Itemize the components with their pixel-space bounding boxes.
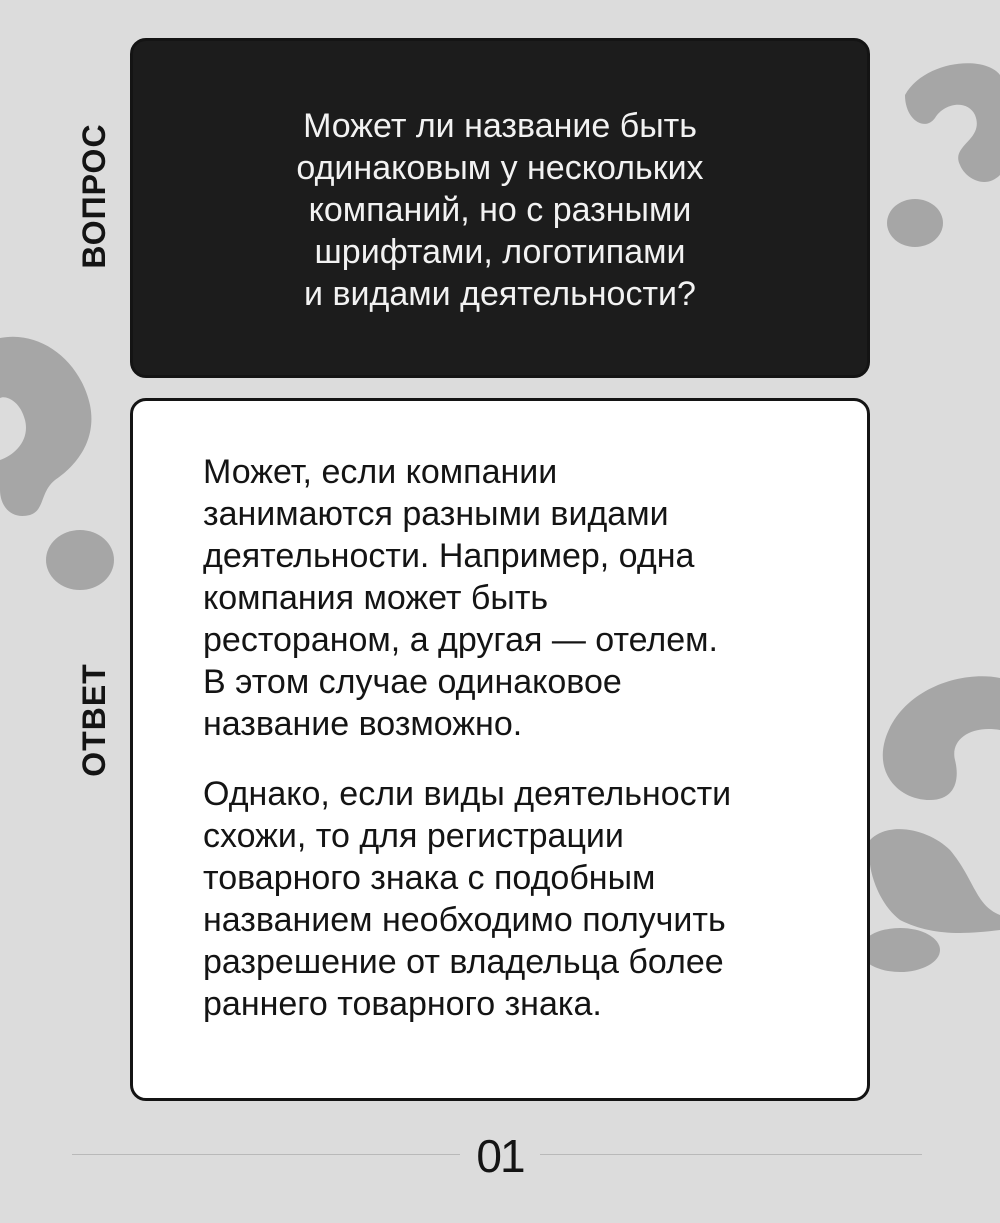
question-mark-icon <box>887 63 1000 247</box>
question-mark-icon <box>860 676 1000 972</box>
footer-divider-right <box>540 1154 922 1155</box>
answer-side-label: ОТВЕТ <box>76 663 112 777</box>
answer-card <box>130 398 870 1101</box>
page-number: 01 <box>476 1130 524 1182</box>
answer-paragraph-1: Может, если компании занимаются разными видами деятельности. Например, одна компания может быть рестораном, а другая — отелем. В этом случае одинаковое название возможно. <box>203 453 718 743</box>
footer-divider-left <box>72 1154 460 1155</box>
answer-paragraph-2: Однако, если виды деятельности схожи, то для регистрации товарного знака с подобным названием необходимо получить разрешение от владельца более раннего товарного знака. <box>203 775 732 1023</box>
question-text: Может ли название быть одинаковым у нескольких компаний, но с разными шрифтами, логотипами и видами деятельности? <box>296 107 704 313</box>
question-card <box>130 38 870 378</box>
question-side-label: ВОПРОС <box>76 123 112 269</box>
question-mark-icon <box>0 337 114 590</box>
